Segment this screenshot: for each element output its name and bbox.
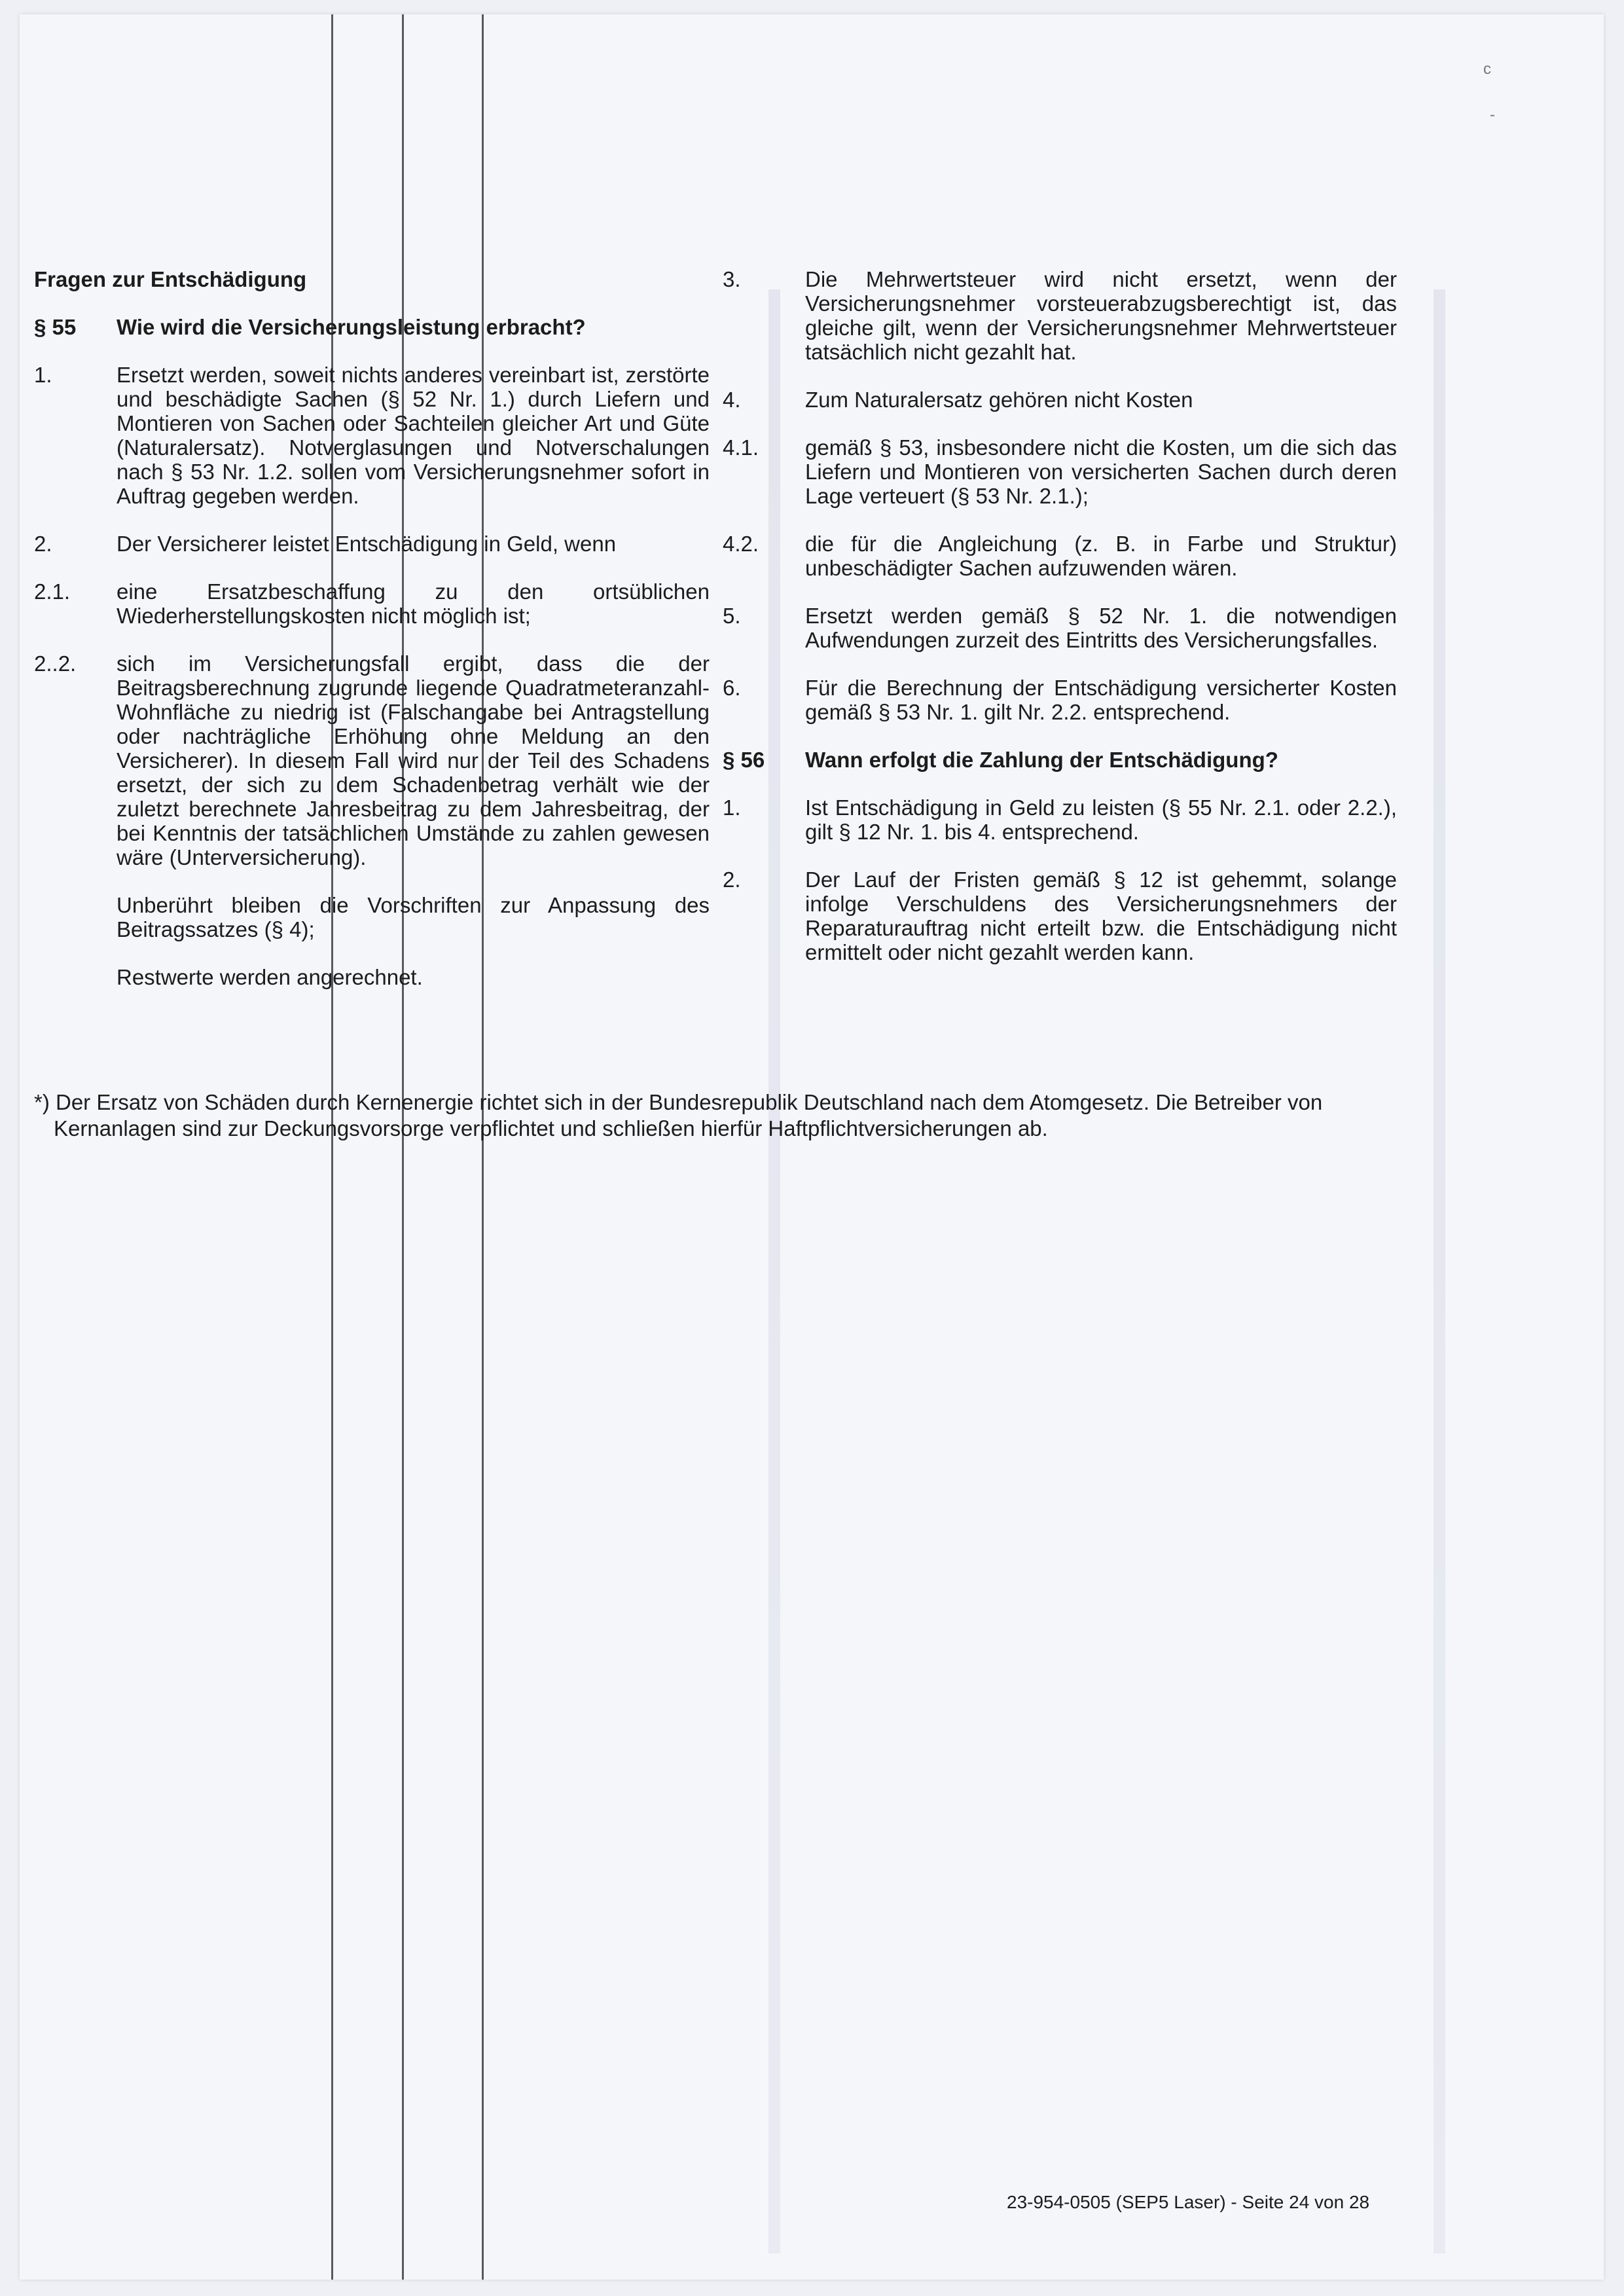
item-number: 2..2. <box>34 651 77 676</box>
list-item <box>34 579 710 628</box>
section-number: § 56 <box>723 748 765 772</box>
scan-speck: - <box>1490 106 1495 124</box>
list-item <box>723 435 1397 508</box>
item-number: 4.2. <box>723 532 759 556</box>
item-text: Die Mehrwertsteuer wird nicht ersetzt, wenn der Versicherungsnehmer vorsteuerabzugsberechtigt ist, das gleiche gilt, wenn der Versicherungsnehmer Mehrwertsteuer tatsächlich nicht gezahlt hat. <box>805 267 1397 364</box>
item-number: 4. <box>723 388 741 412</box>
page-heading: Fragen zur Entschädigung <box>34 267 307 291</box>
section-number: § 55 <box>34 315 77 339</box>
paragraph-contribution-adjustment: Unberührt bleiben die Vorschriften zur Anpassung des Beitragssatzes (§ 4); <box>117 893 710 941</box>
page-footer: 23-954-0505 (SEP5 Laser) - Seite 24 von 28 <box>1007 2192 1370 2212</box>
list-item <box>723 267 1397 364</box>
section-title: Wie wird die Versicherungsleistung erbracht? <box>117 315 586 339</box>
list-item <box>723 795 1397 844</box>
item-text: die für die Angleichung (z. B. in Farbe und Struktur) unbeschädigter Sachen aufzuwenden wären. <box>805 532 1397 580</box>
list-item <box>34 363 710 508</box>
right-column <box>723 267 1397 988</box>
item-number: 2. <box>723 867 741 892</box>
item-text: Der Lauf der Fristen gemäß § 12 ist gehemmt, solange infolge Verschuldens des Versicherungsnehmers der Reparaturauftrag nicht erteilt bzw. die Entschädigung nicht ermittelt oder nicht gezahlt werden kann. <box>805 867 1397 964</box>
left-column <box>34 267 710 1013</box>
section-55-heading <box>34 315 710 339</box>
item-text: eine Ersatzbeschaffung zu den ortsüblichen Wiederherstellungskosten nicht möglich ist; <box>117 579 710 628</box>
list-item <box>723 676 1397 724</box>
scan-speck: c <box>1483 60 1491 78</box>
paragraph-residual-values: Restwerte werden angerechnet. <box>117 965 423 989</box>
item-number: 3. <box>723 267 741 291</box>
item-text: Ersetzt werden gemäß § 52 Nr. 1. die notwendigen Aufwendungen zurzeit des Eintritts des Versicherungsfalles. <box>805 604 1397 652</box>
item-text: gemäß § 53, insbesondere nicht die Kosten, um die sich das Liefern und Montieren von versicherten Sachen durch deren Lage verteuert (§ 53 Nr. 2.1.); <box>805 435 1397 508</box>
bleed-through-shadow <box>1434 289 1445 2253</box>
item-number: 6. <box>723 676 741 700</box>
list-item <box>723 388 1397 412</box>
section-title: Wann erfolgt die Zahlung der Entschädigung? <box>805 748 1278 772</box>
item-text: Zum Naturalersatz gehören nicht Kosten <box>805 388 1193 412</box>
list-item <box>723 604 1397 652</box>
item-text: Ersetzt werden, soweit nichts anderes vereinbart ist, zerstörte und beschädigte Sachen (§ 52 Nr. 1.) durch Liefern und Montieren von Sachen oder Sachteilen gleicher Art und Güte (Naturalersatz). Notverglasungen und Notverschalungen nach § 53 Nr. 1.2. sollen vom Versicherungsnehmer sofort in Auftrag gegeben werden. <box>117 363 710 508</box>
item-number: 5. <box>723 604 741 628</box>
list-item <box>723 532 1397 580</box>
item-text: Für die Berechnung der Entschädigung versicherter Kosten gemäß § 53 Nr. 1. gilt Nr. 2.2. entsprechend. <box>805 676 1397 724</box>
section-56-heading <box>723 748 1397 772</box>
list-item <box>34 651 710 869</box>
item-text: Der Versicherer leistet Entschädigung in Geld, wenn <box>117 532 617 556</box>
item-number: 1. <box>34 363 52 387</box>
item-number: 1. <box>723 795 741 820</box>
item-number: 4.1. <box>723 435 759 460</box>
item-number: 2. <box>34 532 52 556</box>
item-text: Ist Entschädigung in Geld zu leisten (§ 55 Nr. 2.1. oder 2.2.), gilt § 12 Nr. 1. bis 4. entsprechend. <box>805 795 1397 844</box>
item-text: sich im Versicherungsfall ergibt, dass die der Beitragsberechnung zugrunde liegende Quadratmeteranzahl-Wohnfläche zu niedrig ist (Falschangabe bei Antragstellung oder nachträgliche Erhöhung ohne Meldung an den Versicherer). In diesem Fall wird nur der Teil des Schadens ersetzt, der sich zu dem Schadenbetrag verhält wie der zuletzt berechnete Jahresbeitrag zu dem Jahresbeitrag, der bei Kenntnis der tatsächlichen Umstände zu zahlen gewesen wäre (Unterversicherung). <box>117 651 710 869</box>
list-item <box>34 532 710 556</box>
footnote-nuclear-energy: *) Der Ersatz von Schäden durch Kernenergie richtet sich in der Bundesrepublik Deutschland nach dem Atomgesetz. Die Betreiber von Kernanlagen sind zur Deckungsvorsorge verpflichtet und schließen hierfür Haftpflichtversicherungen ab. <box>34 1090 1323 1140</box>
list-item <box>723 867 1397 964</box>
item-number: 2.1. <box>34 579 71 604</box>
